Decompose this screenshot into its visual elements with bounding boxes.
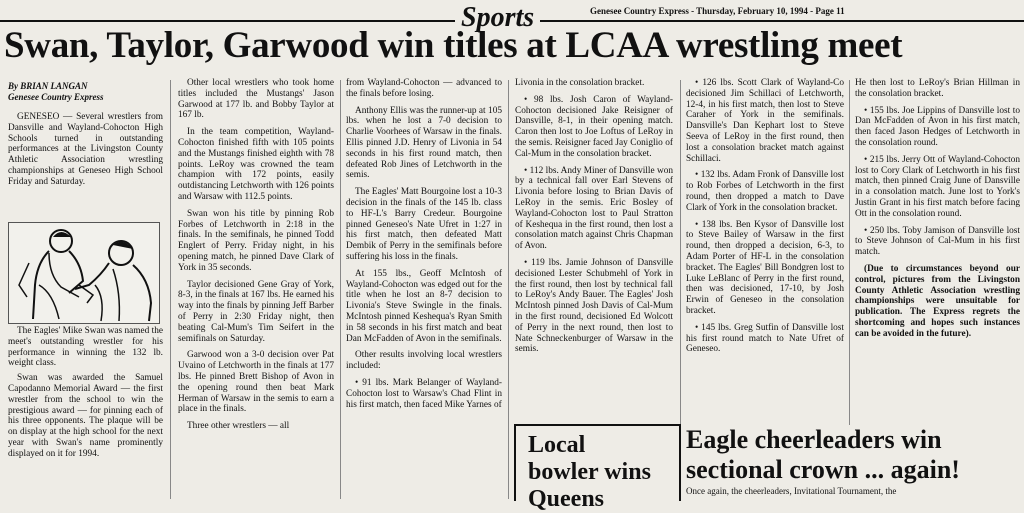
column-divider — [849, 80, 850, 425]
result-item: • 119 lbs. Jamie Johnson of Dansville decisioned Lester Schubmehl of York in the first round, then lost by technical fall to LeRoy's Andy Bauer. The Eagles' Josh McIntosh pinned Josh Davis of Cal-Mum in the first round, decisioned Ed Wolcott of Perry in the next round, then lost to Nate Schneckenburger of Warsaw in the semis. — [515, 257, 673, 355]
paragraph: Other local wrestlers who took home titles included the Mustangs' Jason Garwood at 177 lb. and Bobby Taylor at 167 lb. — [178, 78, 334, 121]
paragraph: Swan was awarded the Samuel Capodanno Memorial Award — the first wrestler from the school to win the prestigious award — for pinning each of his three opponents. The plaque will be on display at the high school for the next year with Swan's name prominently displayed on it for 1994. — [8, 373, 163, 459]
column-divider — [170, 80, 171, 499]
column-divider — [680, 80, 681, 425]
column-divider — [340, 80, 341, 499]
paragraph: Three other wrestlers — all — [187, 421, 290, 432]
byline-paper: Genesee Country Express — [8, 92, 104, 102]
paragraph: Anthony Ellis was the runner-up at 105 lbs. when he lost a 7-0 decision to Charlie Voorhees of Warsaw in the finals. Ellis pinned J.D. Henry of Livonia in 54 seconds in his first round match, then defeated Rob Jines of Letchworth in the semis. — [346, 105, 502, 181]
issue-dateline: Genesee Country Express - Thursday, February 10, 1994 - Page 11 — [590, 6, 845, 16]
result-item: • 138 lbs. Ben Kysor of Dansville lost to Steve Bailey of Warsaw in the first round, then dropped a decision, 6-3, to Adam Porter of HF-L in the consolation bracket. The Eagles' Bill Bondgren lost to Luke LeBlanc of Perry in the first round, then was decisioned, 17-10, by Josh Erwin of Geneseo in the consolation bracket. — [686, 219, 844, 316]
paragraph: He then lost to LeRoy's Brian Hillman in the consolation bracket. — [855, 78, 1020, 99]
result-item: • 112 lbs. Andy Miner of Dansville won by a technical fall over Earl Stevens of Livonia before losing to Brian Davis of LeRoy in the semis. Eric Bosley of Wayland-Cohocton lost to Paul Stratton of Keshequa in the first round, then lost a consolation match against Chris Chapman of Avon. — [515, 165, 673, 252]
caption-block — [8, 326, 163, 464]
paragraph: At 155 lbs., Geoff McIntosh of Wayland-Cohocton was edged out for the title when he lost an 8-7 decision to Livonia's Steve Swingle in the finals. McIntosh pinned Keshequa's Ryan Smith in 58 seconds in his first match and beat Dan McFadden of Avon in the semifinals. — [346, 268, 502, 344]
column-divider — [508, 80, 509, 499]
byline-author: By BRIAN LANGAN — [8, 81, 88, 91]
editor-note: (Due to circumstances beyond our control, pictures from the Livingston County Athletic Association wrestling championships were unsuitable for publication. The Express regrets the shortcoming and hopes such instances can be avoided in the future). — [855, 263, 1020, 339]
byline — [8, 81, 104, 103]
local-bowler-headline: Local bowler wins Queens — [528, 432, 651, 512]
paragraph: Garwood won a 3-0 decision over Pat Uvaino of Letchworth in the finals at 177 lbs. He pinned Brett Bishop of Avon in the opening round then beat Mark Herman of Warsaw in the semis to earn a place in the finals. — [178, 350, 334, 415]
column-2 — [178, 78, 334, 499]
column-5 — [686, 78, 844, 423]
result-item: • 91 lbs. Mark Belanger of Wayland-Cohocton lost to Warsaw's Chad Flint in his first match, then faced Mike Yarnes of — [346, 377, 502, 410]
result-item: • 132 lbs. Adam Fronk of Dansville lost to Rob Forbes of Letchworth in the first round, then dropped a match to Dave Clark of York in the consolation bracket. — [686, 170, 844, 213]
paragraph: Taylor decisioned Gene Gray of York, 8-3, in the finals at 167 lbs. He earned his way into the finals by pinning Jeff Barber of Perry in 2:30 Friday night, then beating Cal-Mum's Tim Seifert in the semifinals on Saturday. — [178, 279, 334, 344]
result-item: • 126 lbs. Scott Clark of Wayland-Co decisioned Jim Schillaci of Letchworth, 12-4, in his first match, then lost to Steve Caraher of York in the semifinals. Dansville's Dan Kephart lost to Steve Seeva of LeRoy in the first round, then lost a consolation bracket match against Schillaci. — [686, 78, 844, 164]
section-title: Sports — [455, 4, 540, 32]
paragraph: Other results involving local wrestlers included: — [346, 350, 502, 372]
paragraph: In the team competition, Wayland-Cohocton finished fifth with 105 points and the Mustangs finished eighth with 78 points. LeRoy was crowned the team champion with 172 points, easily outdistancing Letchworth with 126 points and Warsaw with 112.5 points. — [178, 127, 334, 202]
lead-paragraph: GENESEO — Several wrestlers from Dansville and Wayland-Cohocton High Schools turned in outstanding performances at the Livingston County Athletic Association wrestling championships at Geneseo High School Friday and Saturday. — [8, 112, 163, 187]
column-4 — [515, 78, 673, 423]
paragraph: from Wayland-Cohocton — advanced to the finals before losing. — [346, 78, 502, 99]
paragraph: The Eagles' Matt Bourgoine lost a 10-3 decision in the finals of the 145 lb. class to HF-L's Barry Credeur. Bourgoine pinned Geneseo's Nate Ufret in 1:27 in his first match, then defeated Matt Dembik of Perry in the semifinals before suffering his loss in the finals. — [346, 187, 502, 262]
wrestling-photo — [8, 222, 160, 324]
paragraph: Swan won his title by pinning Rob Forbes of Letchworth in 2:18 in the finals. In the semifinals, he pinned Todd Englert of Perry. Friday night, in his opening match, he pinned Dave Clark of York in 35 seconds. — [178, 208, 334, 273]
result-item: • 250 lbs. Toby Jamison of Dansville lost to Steve Johnson of Cal-Mum in his first match. — [855, 225, 1020, 258]
paragraph: Livonia in the consolation bracket. — [515, 78, 645, 88]
cheerleader-headline: Eagle cheerleaders win sectional crown ... again! — [686, 425, 960, 484]
column-3 — [346, 78, 502, 499]
result-item: • 155 lbs. Joe Lippins of Dansville lost to Dan McFadden of Avon in his first match, then faced Jason Hedges of Letchworth in the consolation round. — [855, 105, 1020, 148]
result-item: • 215 lbs. Jerry Ott of Wayland-Cohocton lost to Cory Clark of Letchworth in his first match, then pinned Craig June of Dansville in a consolation match. June lost to York's Justin Grant in his first match before facing Ott in the consolation round. — [855, 154, 1020, 219]
photo-caption: The Eagles' Mike Swan was named the meet's outstanding wrestler for his performance in winning the 132 lb. weight class. — [8, 326, 163, 369]
article-headline: Swan, Taylor, Garwood win titles at LCAA wrestling meet — [4, 25, 903, 66]
cheerleader-story-start: Once again, the cheerleaders, Invitational Tournament, the — [686, 486, 897, 496]
wrestlers-illustration — [9, 223, 159, 323]
result-item: • 98 lbs. Josh Caron of Wayland-Cohocton decisioned Jake Reisigner of Dansville, 8-1, in their opening match. Caron then lost to Joe Loftus of LeRoy in the semis. Reisigner faced Jay Coniglio of Cal-Mum in the consolation bracket. — [515, 94, 673, 159]
result-item: • 145 lbs. Greg Sutfin of Dansville lost his first round match to Nate Ufret of Geneseo. — [686, 322, 844, 355]
